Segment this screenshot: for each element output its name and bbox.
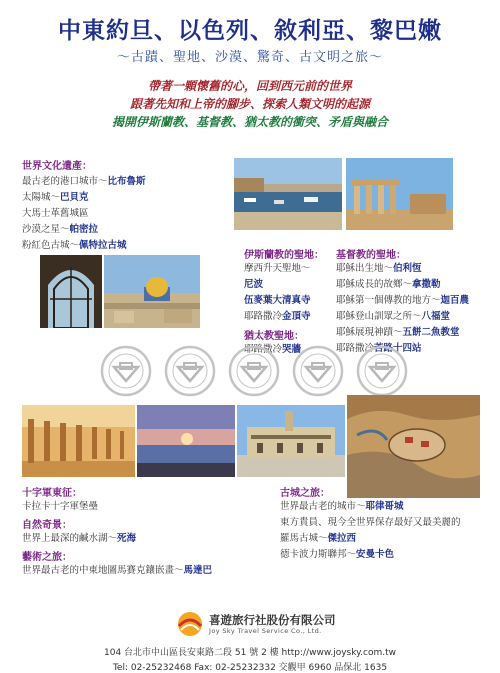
list-item: 耶穌登山訓眾之所～八福堂 [336, 311, 451, 322]
list-item: 耶穌第一個傳教的地方～迦百農 [336, 295, 470, 306]
list-item: 東方貴員、現今全世界保存最好又最美麗的 [280, 517, 461, 528]
tagline-3: 揭開伊斯蘭教、基督教、猶太教的衝突、矛盾與融合 [111, 115, 388, 129]
islam-heading: 伊斯蘭教的聖地： [244, 250, 324, 261]
nature-heading: 自然奇景： [22, 520, 72, 531]
list-item: 耶穌展現神蹟～五餅二魚教堂 [336, 327, 460, 338]
madaba-mosaic-map-photo [347, 395, 480, 498]
list-item: 太陽城～巴貝克 [22, 192, 89, 203]
company-address: 104 台北市中山區長安東路二段 51 號 2 樓 http://www.joysky.com.tw [104, 648, 396, 658]
dome-of-rock-photo [104, 255, 200, 328]
list-item: 耶穌出生地～伯利恆 [336, 263, 422, 274]
company-name-en: Joy Sky Travel Service Co., Ltd. [209, 627, 322, 635]
list-item: 世界上最深的鹹水湖～死海 [22, 533, 137, 544]
list-item: 卡拉卡十字軍堡壘 [22, 501, 99, 512]
heritage-section [22, 157, 242, 254]
judaism-heading: 猶太教聖地： [244, 331, 304, 342]
list-item: 世界最古老的中東地圖馬賽克鑲嵌畫～馬達巴 [22, 565, 213, 576]
list-item: 耶路撒冷哭牆 [244, 344, 302, 355]
company-logo-icon [175, 610, 205, 638]
colonnade-photo [22, 405, 135, 477]
world-heritage-emblem-icon [228, 345, 280, 397]
list-item: 德卡波力斯聯邦～安曼卡色 [280, 549, 395, 560]
page-subtitle: ～古蹟、聖地、沙漠、驚奇、古文明之旅～ [116, 50, 383, 65]
ancient-section [280, 484, 495, 563]
page-title: 中東約旦、以色列、敘利亞、黎巴嫩 [58, 18, 442, 44]
misc-section [22, 484, 272, 579]
list-item: 耶穌成長的故鄉～拿撒勒 [336, 279, 441, 290]
dead-sea-photo [137, 405, 235, 477]
heritage-seal-row [100, 345, 420, 401]
list-item: 世界最古老的城市～耶律哥城 [280, 501, 404, 512]
list-item: 伍麥葉大清真寺 [244, 295, 311, 306]
art-heading: 藝術之旅： [22, 552, 72, 563]
islam-section [244, 246, 349, 358]
world-heritage-emblem-icon [292, 345, 344, 397]
company-name-cn: 喜遊旅行社股份有限公司 [209, 613, 336, 627]
list-item: 沙漠之星～帕密拉 [22, 224, 99, 235]
list-item: 大馬士革舊城區 [22, 208, 89, 219]
list-item: 耶路撒冷苦路十四站 [336, 343, 422, 354]
heritage-list [22, 174, 242, 254]
temple-ruins-photo [346, 158, 453, 230]
arch-window-photo [40, 255, 102, 328]
tagline-2: 跟著先知和上帝的腳步、探索人類文明的起源 [129, 97, 370, 111]
ancient-heading: 古城之旅： [280, 488, 330, 499]
list-item: 羅馬古城～傑拉西 [280, 533, 357, 544]
list-item: 耶路撒冷金頂寺 [244, 311, 311, 322]
world-heritage-emblem-icon [100, 345, 152, 397]
christian-heading: 基督教的聖地： [336, 250, 406, 261]
list-item: 最古老的港口城市～比布魯斯 [22, 176, 146, 187]
world-heritage-emblem-icon [164, 345, 216, 397]
world-heritage-emblem-icon [356, 345, 408, 397]
heritage-heading: 世界文化遺產： [22, 161, 92, 172]
mosque-photo [237, 405, 345, 477]
crusader-heading: 十字軍東征： [22, 488, 82, 499]
list-item: 尼波 [244, 279, 264, 290]
tagline-1: 帶著一顆懷舊的心，回到西元前的世界 [147, 79, 352, 93]
christian-section [336, 246, 496, 357]
company-contact: Tel: 02-25232468 Fax: 02-25232332 交觀甲 6960 品保北 1635 [112, 663, 388, 673]
harbor-photo [234, 158, 342, 230]
list-item: 摩西升天聖地～ [244, 263, 311, 274]
list-item: 粉紅色古城～佩特拉古城 [22, 240, 127, 251]
